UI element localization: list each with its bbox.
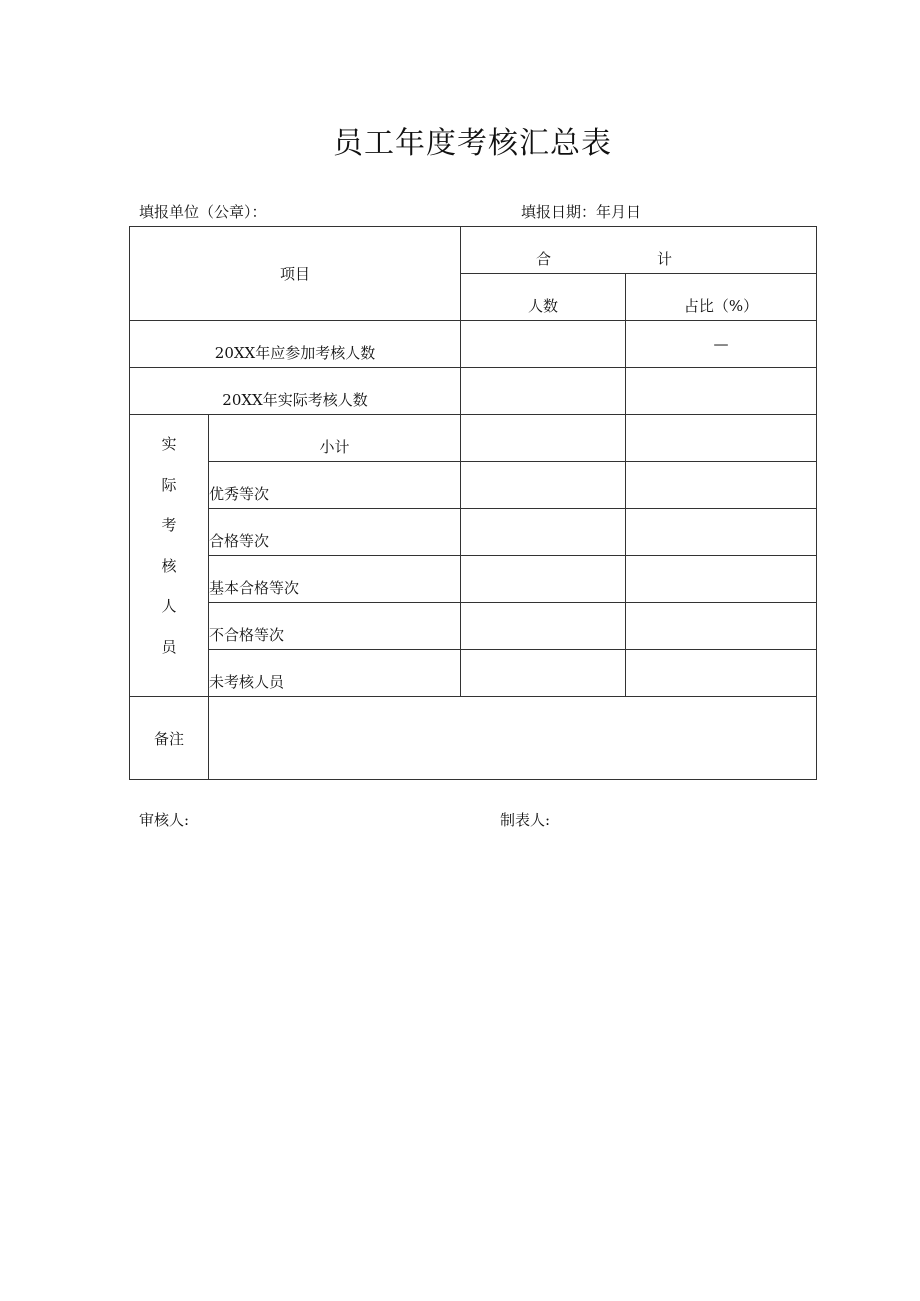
unit-label: 填报单位（公章）： (139, 203, 267, 221)
remarks-content-cell[interactable] (209, 697, 817, 780)
subtotal-label: 小计 (319, 438, 350, 456)
grade-unqualified-count-cell[interactable] (461, 603, 626, 650)
subtotal-count-cell[interactable] (461, 415, 626, 462)
header-count-cell (461, 274, 626, 321)
grade-not-assessed-ratio-cell[interactable] (626, 650, 817, 697)
grade-label-cell (209, 556, 461, 603)
header-ratio: 占比（%） (683, 297, 759, 315)
should-assess-label-cell (130, 321, 461, 368)
grade-qualified-label: 合格等次 (209, 532, 270, 550)
grade-unqualified-label: 不合格等次 (209, 626, 285, 644)
grade-unqualified-ratio-cell[interactable] (626, 603, 817, 650)
grade-qualified-count-cell[interactable] (461, 509, 626, 556)
vertical-label-cell (130, 415, 209, 697)
grade-qualified-ratio-cell[interactable] (626, 509, 817, 556)
header-total-left: 合 (536, 250, 552, 268)
header-total-right: 计 (657, 250, 673, 268)
grade-basic-qualified-label: 基本合格等次 (209, 579, 300, 597)
should-assess-ratio-dash: — (713, 335, 729, 353)
header-item-cell (130, 227, 461, 321)
grade-not-assessed-count-cell[interactable] (461, 650, 626, 697)
grade-basic-qualified-ratio-cell[interactable] (626, 556, 817, 603)
grade-label-cell (209, 603, 461, 650)
grade-not-assessed-label: 未考核人员 (209, 673, 285, 691)
header-item: 项目 (280, 265, 311, 283)
remarks-label: 备注 (153, 729, 184, 748)
grade-basic-qualified-count-cell[interactable] (461, 556, 626, 603)
vertical-label-char: 实 (161, 435, 177, 453)
should-assess-count-cell[interactable] (461, 321, 626, 368)
grade-label-cell (209, 462, 461, 509)
header-total-cell (461, 227, 817, 274)
page-title: 员工年度考核汇总表 (333, 126, 612, 161)
grade-label-cell (209, 650, 461, 697)
actual-assess-ratio-cell[interactable] (626, 368, 817, 415)
grade-excellent-count-cell[interactable] (461, 462, 626, 509)
should-assess-ratio-cell[interactable] (626, 321, 817, 368)
preparer-label: 制表人: (500, 811, 551, 829)
remarks-label-cell (130, 697, 209, 780)
vertical-label-char: 员 (161, 637, 177, 656)
vertical-label-char: 核 (161, 556, 177, 575)
vertical-label-char: 人 (161, 597, 177, 616)
grade-excellent-label: 优秀等次 (209, 485, 270, 503)
assessment-summary-table (129, 226, 817, 780)
reviewer-label: 审核人: (139, 811, 190, 829)
date-label: 填报日期：年月日 (521, 203, 642, 221)
vertical-label-char: 考 (161, 516, 177, 535)
header-count: 人数 (528, 297, 559, 315)
actual-assess-label-cell (130, 368, 461, 415)
header-ratio-cell (626, 274, 817, 321)
should-assess-label: 20XX年应参加考核人数 (214, 344, 376, 362)
vertical-label-char: 际 (161, 475, 177, 494)
grade-label-cell (209, 509, 461, 556)
actual-assess-label: 20XX年实际考核人数 (222, 391, 368, 409)
actual-assess-count-cell[interactable] (461, 368, 626, 415)
subtotal-ratio-cell[interactable] (626, 415, 817, 462)
grade-excellent-ratio-cell[interactable] (626, 462, 817, 509)
subtotal-label-cell (209, 415, 461, 462)
